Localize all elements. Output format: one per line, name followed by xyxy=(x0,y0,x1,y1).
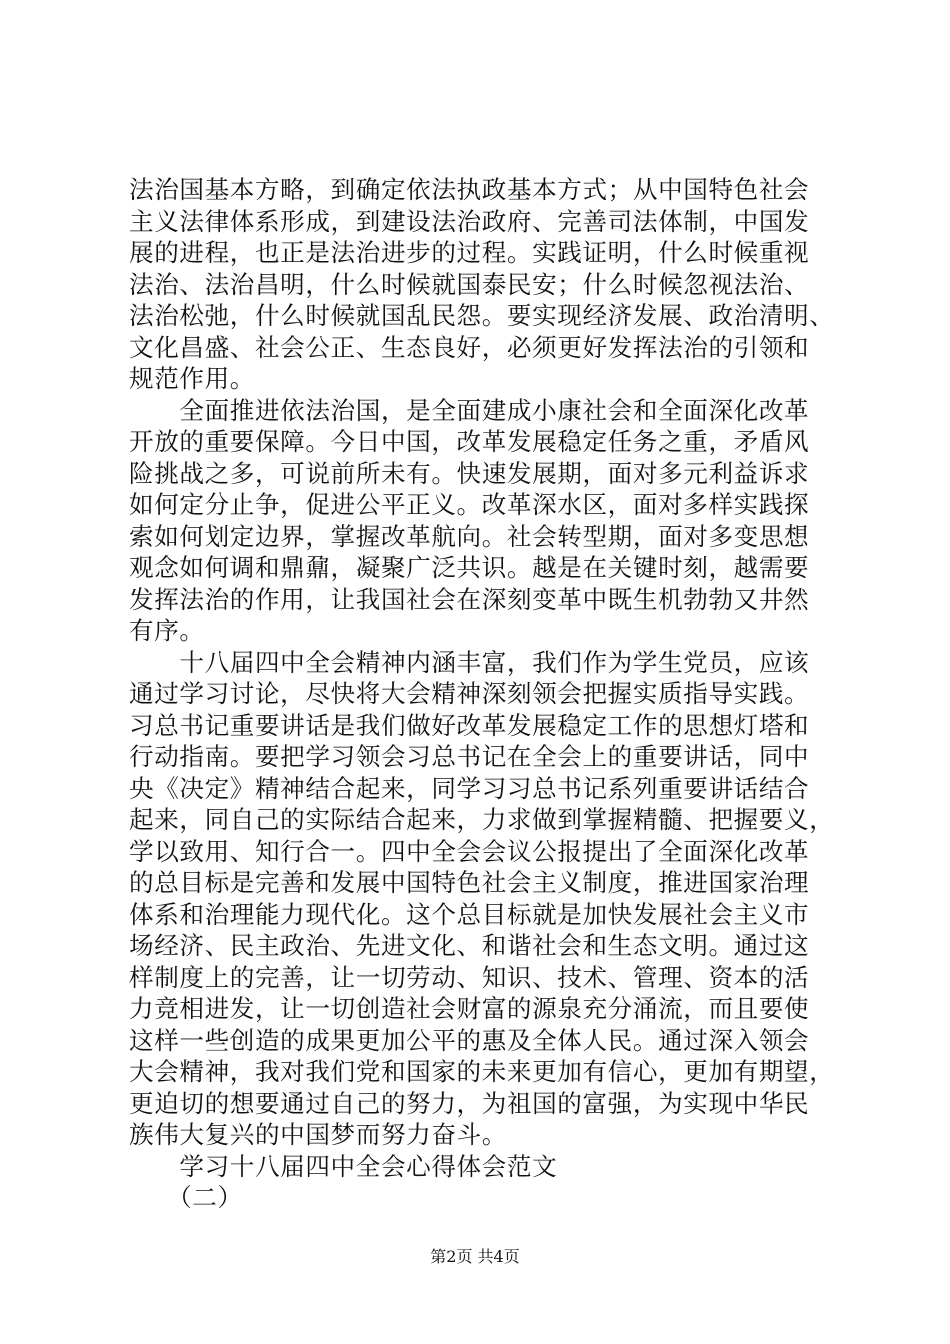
text-line: 的总目标是完善和发展中国特色社会主义制度，推进国家治理 xyxy=(129,868,810,897)
text-line: （二） xyxy=(129,1183,243,1212)
text-line: 展的进程，也正是法治进步的过程。实践证明，什么时候重视 xyxy=(129,238,810,267)
text-line: 力竞相进发，让一切创造社会财富的源泉充分涌流，而且要使 xyxy=(129,994,810,1023)
text-line: 这样一些创造的成果更加公平的惠及全体人民。通过深入领会 xyxy=(129,1025,810,1055)
page-number-footer: 第2页 共4页 xyxy=(430,1247,520,1266)
text-line: 法治、法治昌明，什么时候就国泰民安；什么时候忽视法治、 xyxy=(129,269,810,299)
text-line: 体系和治理能力现代化。这个总目标就是加快发展社会主义市 xyxy=(129,899,810,929)
text-line: 有序。 xyxy=(129,616,205,645)
text-line: 文化昌盛、社会公正、生态良好，必须更好发挥法治的引领和 xyxy=(129,332,810,362)
text-line: 习总书记重要讲话是我们做好改革发展稳定工作的思想灯塔和 xyxy=(129,710,810,740)
text-line: 学以致用、知行合一。四中全会会议公报提出了全面深化改革 xyxy=(129,836,810,866)
text-line: 起来，同自己的实际结合起来，力求做到掌握精髓、把握要义， xyxy=(129,805,835,834)
text-line: 如何定分止争，促进公平正义。改革深水区，面对多样实践探 xyxy=(129,490,810,519)
text-line: 主义法律体系形成，到建设法治政府、完善司法体制，中国发 xyxy=(129,206,810,236)
text-line: 险挑战之多，可说前所未有。快速发展期，面对多元利益诉求 xyxy=(129,458,810,488)
text-line: 族伟大复兴的中国梦而努力奋斗。 xyxy=(129,1120,507,1149)
text-line: 开放的重要保障。今日中国，改革发展稳定任务之重，矛盾风 xyxy=(129,427,810,456)
text-line: 更迫切的想要通过自己的努力，为祖国的富强，为实现中华民 xyxy=(129,1088,810,1118)
text-line: 规范作用。 xyxy=(129,364,255,393)
text-line: 央《决定》精神结合起来，同学习习总书记系列重要讲话结合 xyxy=(129,773,810,803)
text-line: 大会精神，我对我们党和国家的未来更加有信心，更加有期望， xyxy=(129,1057,835,1086)
text-line: 通过学习讨论，尽快将大会精神深刻领会把握实质指导实践。 xyxy=(129,679,810,708)
text-line: 发挥法治的作用，让我国社会在深刻变革中既生机勃勃又井然 xyxy=(129,584,810,614)
text-line: 全面推进依法治国，是全面建成小康社会和全面深化改革 xyxy=(129,395,810,425)
text-line: 观念如何调和鼎鼐，凝聚广泛共识。越是在关键时刻，越需要 xyxy=(129,553,810,582)
text-line: 索如何划定边界，掌握改革航向。社会转型期，面对多变思想 xyxy=(129,521,810,551)
text-line: 场经济、民主政治、先进文化、和谐社会和生态文明。通过这 xyxy=(129,931,810,960)
text-line: 法治松弛，什么时候就国乱民怨。要实现经济发展、政治清明、 xyxy=(129,301,835,330)
text-line: 样制度上的完善，让一切劳动、知识、技术、管理、资本的活 xyxy=(129,962,810,992)
text-line: 学习十八届四中全会心得体会范文 xyxy=(129,1151,558,1181)
text-line: 十八届四中全会精神内涵丰富，我们作为学生党员，应该 xyxy=(129,647,810,677)
text-line: 法治国基本方略，到确定依法执政基本方式；从中国特色社会 xyxy=(129,175,810,204)
text-line: 行动指南。要把学习领会习总书记在全会上的重要讲话，同中 xyxy=(129,742,810,771)
